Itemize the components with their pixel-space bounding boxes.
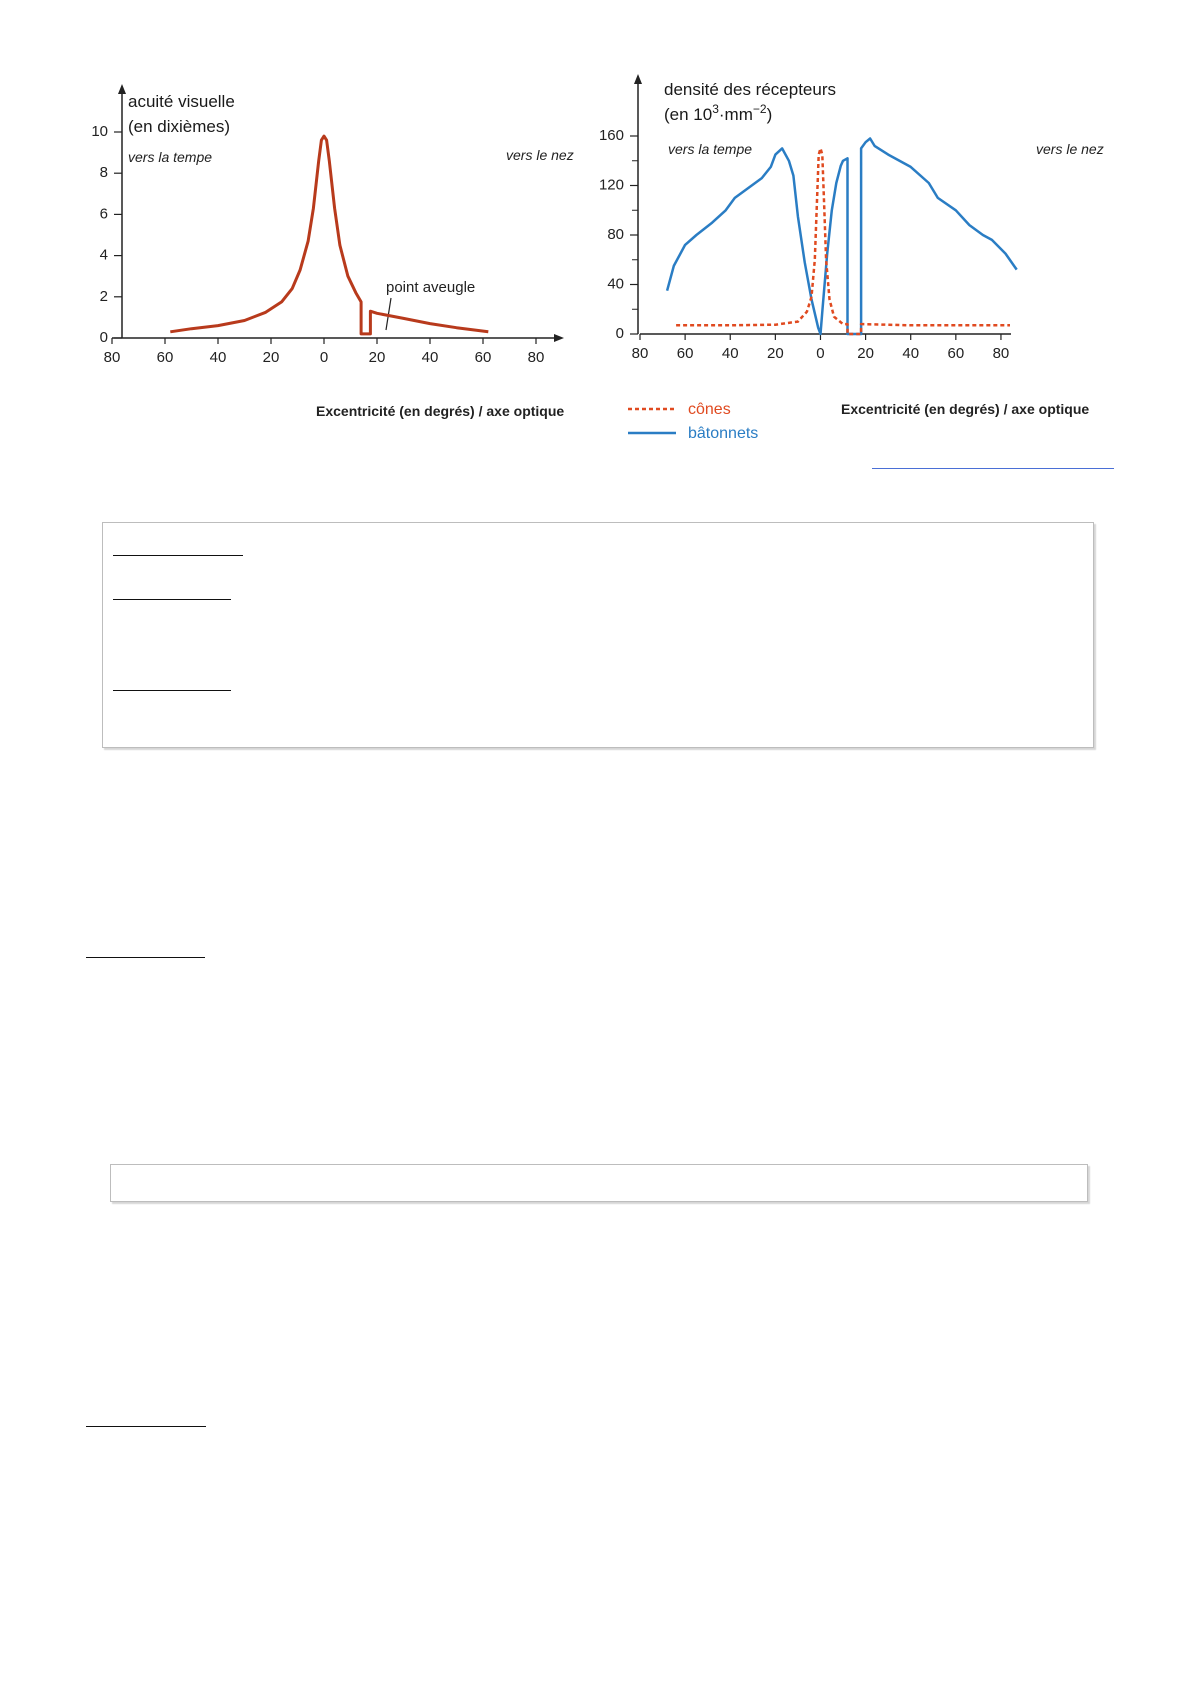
x-tick-label: 0 bbox=[319, 349, 329, 366]
x-tick-label: 80 bbox=[527, 349, 545, 366]
acuity-title-line1: acuité visuelle bbox=[128, 92, 235, 111]
y-tick-label: 6 bbox=[99, 205, 108, 223]
x-tick-label: 0 bbox=[816, 345, 825, 362]
y-tick-label: 0 bbox=[615, 325, 624, 342]
density-title-exp1: 3 bbox=[712, 102, 719, 116]
acuity-right-label: vers le nez bbox=[506, 147, 574, 163]
blank-heading-5 bbox=[86, 1426, 206, 1427]
blank-heading-3 bbox=[113, 690, 231, 691]
density-right-label: vers le nez bbox=[1036, 141, 1104, 157]
x-tick-label: 20 bbox=[767, 345, 784, 362]
y-tick-label: 0 bbox=[99, 329, 108, 346]
rods-series-line bbox=[667, 139, 1017, 335]
y-tick-label: 120 bbox=[598, 176, 624, 194]
y-tick-label: 40 bbox=[607, 275, 624, 293]
cones-series-line bbox=[676, 148, 1010, 334]
acuity-left-label: vers la tempe bbox=[128, 149, 213, 165]
x-tick-label: 40 bbox=[902, 345, 920, 362]
blank-heading-4 bbox=[86, 957, 205, 958]
y-tick-label: 4 bbox=[99, 246, 108, 264]
x-tick-label: 20 bbox=[857, 345, 874, 362]
answer-box-1 bbox=[102, 522, 1094, 748]
density-title-part-suffix: ) bbox=[766, 105, 773, 124]
acuity-chart bbox=[86, 82, 606, 432]
y-tick-label: 80 bbox=[607, 226, 624, 243]
x-tick-label: 20 bbox=[262, 349, 280, 366]
acuity-annotation: point aveugle bbox=[386, 279, 476, 296]
density-title-exp2: −2 bbox=[752, 102, 767, 116]
y-tick-label: 2 bbox=[99, 287, 108, 305]
y-tick-label: 160 bbox=[598, 127, 624, 144]
density-title-line1: densité des récepteurs bbox=[664, 80, 836, 99]
density-xlabel: Excentricité (en degrés) / axe optique bbox=[841, 401, 1090, 417]
x-tick-label: 80 bbox=[631, 345, 649, 362]
x-tick-label: 40 bbox=[721, 345, 739, 362]
density-title-part-mid: ·mm bbox=[718, 105, 753, 124]
x-axis-arrow bbox=[554, 334, 564, 342]
y-axis-arrow bbox=[634, 74, 642, 84]
acuity-series-line bbox=[170, 136, 488, 334]
x-tick-label: 60 bbox=[947, 345, 965, 362]
acuity-chart-svg bbox=[86, 82, 606, 432]
density-chart-svg bbox=[598, 72, 1111, 442]
answer-box-2 bbox=[110, 1164, 1088, 1202]
density-title-line2 bbox=[664, 102, 772, 124]
y-tick-label: 10 bbox=[91, 123, 108, 140]
y-axis-arrow bbox=[118, 84, 126, 94]
density-left-label: vers la tempe bbox=[668, 141, 753, 157]
blank-heading-1 bbox=[113, 555, 243, 556]
density-chart bbox=[598, 72, 1111, 442]
x-tick-label: 80 bbox=[992, 345, 1010, 362]
x-tick-label: 60 bbox=[676, 345, 694, 362]
acuity-title-line2: (en dixièmes) bbox=[128, 117, 231, 136]
blank-heading-2 bbox=[113, 599, 231, 600]
source-link-underline[interactable] bbox=[872, 468, 1114, 469]
legend-rods-label: bâtonnets bbox=[688, 425, 759, 442]
legend-cones-label: cônes bbox=[688, 401, 731, 418]
x-tick-label: 20 bbox=[368, 349, 386, 366]
x-tick-label: 80 bbox=[103, 349, 121, 366]
x-tick-label: 60 bbox=[474, 349, 492, 366]
density-title-part-prefix: (en 10 bbox=[664, 105, 713, 124]
y-tick-label: 8 bbox=[99, 164, 108, 182]
acuity-xlabel: Excentricité (en degrés) / axe optique bbox=[316, 403, 565, 419]
x-tick-label: 60 bbox=[156, 349, 174, 366]
x-tick-label: 40 bbox=[209, 349, 227, 366]
x-tick-label: 40 bbox=[421, 349, 439, 366]
